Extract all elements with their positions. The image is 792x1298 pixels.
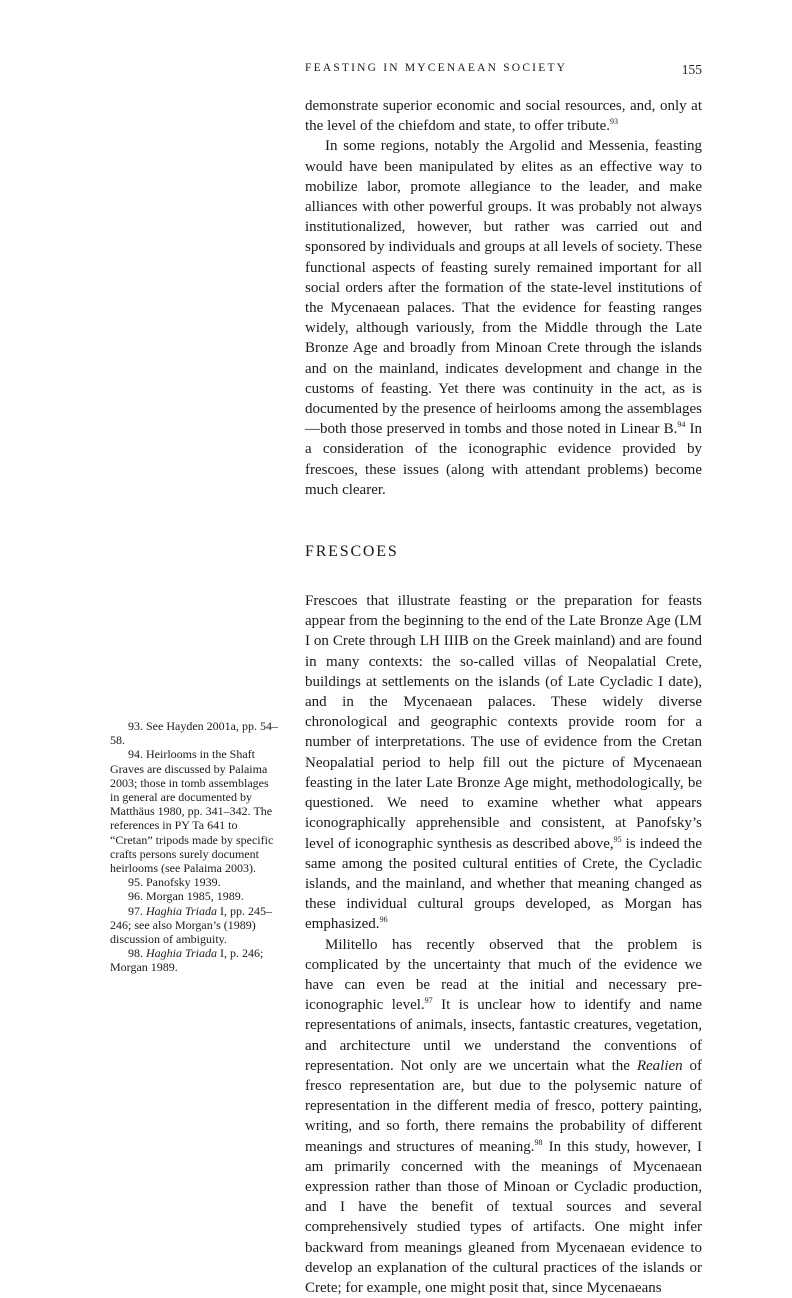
paragraph-text: In a consideration of the iconographic evidence provided by frescoes, these issues (along with attendant problems) become much clearer. <box>305 421 702 498</box>
paragraph-text: of fresco representation are, but due to the polysemic nature of representation in the different media of fresco, pottery painting, writing, and so forth, there remains the probability of different meanings and structures of meaning. <box>305 1057 703 1155</box>
note-ref-98: 98 <box>534 1137 543 1147</box>
note-ref-96: 96 <box>379 915 388 925</box>
paragraph-continued <box>305 96 702 136</box>
note-ref-97: 97 <box>424 996 433 1006</box>
footnote-text: I, pp. 245–246; see also Morgan’s (1989) discussion of ambiguity. <box>110 903 273 947</box>
page-number: 155 <box>681 62 702 77</box>
paragraph-frescoes-intro <box>305 591 702 934</box>
paragraph-militello <box>305 935 702 1298</box>
footnote-text: I, p. 246; Morgan 1989. <box>110 946 264 975</box>
paragraph-feasting-regions <box>305 136 702 500</box>
note-ref-95: 95 <box>613 834 622 844</box>
footnote-94: 94. Heirlooms in the Shaft Graves are discussed by Palaima 2003; those in tomb assemblages in general are documented by Matthäus 1980, pp. 341–342. The references in PY Ta 641 to “Cretan” tripods made by specific crafts persons surely document heirlooms (see Palaima 2003). <box>110 747 274 876</box>
paragraph-text: is indeed the same among the posited cultural entities of Crete, the Cycladic islands, and the mainland, and whether that meaning changed as these individual cultural groups developed, as Morgan has emphasized. <box>305 835 702 933</box>
note-ref-94: 94 <box>677 420 686 430</box>
paragraph-text: Frescoes that illustrate feasting or the preparation for feasts appear from the beginning to the end of the Late Bronze Age (LM I on Crete through LH IIIB on the Greek mainland) and are found in many contexts: the so-called villas of Neopalatial Crete, buildings at settlements on the islands (of Late Cycladic I date), and in the Mycenaean palaces. These widely diverse chronological and geographic contexts provide room for a number of interpretations. The use of evidence from the Cretan Neopalatial period to help fill out the picture of Mycenaean feasting in the later Late Bronze Age might, methodologically, be questioned. We need to examine whether what appears iconographically apprehensible and consistent, at Panofsky’s level of iconographic synthesis as described above, <box>305 593 702 852</box>
paragraph-text: demonstrate superior economic and social resources, and, only at the level of the chiefdom and state, to offer tribute. <box>305 98 702 135</box>
note-ref-93: 93 <box>610 117 619 127</box>
paragraph-text: In some regions, notably the Argolid and Messenia, feasting would have been manipulated by elites as an effective way to mobilize labor, promote allegiance to the leader, and make alliances with other powerful groups. It was probably not always institutionalized, however, but rather was carried out and sponsored by individuals and groups at all levels of society. These functional aspects of feasting surely remained important for all social orders after the formation of the state-level institutions of the Mycenaean palaces. That the evidence for feasting ranges widely, although variously, from the Middle through the Late Bronze Age and broadly from Minoan Crete through the islands and on the mainland, indicates development and change in the customs of feasting. Yet there was continuity in the act, as is documented by the presence of heirlooms among the assemblages—both those preserved in tombs and those noted in Linear B. <box>305 138 702 438</box>
footnote-98 <box>110 946 280 974</box>
footnote-93: 93. See Hayden 2001a, pp. 54–58. <box>110 719 278 748</box>
running-title: FEASTING IN MYCENAEAN SOCIETY <box>305 62 568 74</box>
footnote-97 <box>110 904 280 947</box>
footnote-96: 96. Morgan 1985, 1989. <box>128 889 244 904</box>
footnote-number: 98. <box>128 946 143 961</box>
footnote-italic-title: Haghia Triada <box>146 903 218 918</box>
italic-term: Realien <box>636 1057 683 1074</box>
paragraph-text: In this study, however, I am primarily concerned with the meanings of Mycenaean expression rather than those of Minoan or Cycladic production, and I have the benefit of textual sources and several comprehensively studied types of artifacts. One might infer backward from meanings gleaned from Mycenaean evidence to develop an explanation of the cultural practices of the islands or Crete; for example, one might posit that, since Mycenaeans <box>305 1138 702 1296</box>
footnote-number: 97. <box>128 903 143 918</box>
main-text-column <box>305 96 702 1298</box>
section-heading-frescoes: FRESCOES <box>305 543 399 561</box>
running-head <box>305 62 702 78</box>
footnote-italic-title: Haghia Triada <box>146 946 218 961</box>
paragraph-text: Militello has recently observed that the problem is complicated by the uncertainty that much of the evidence we have can even be read at the initial and necessary pre-iconographic level. <box>305 936 702 1014</box>
footnote-95: 95. Panofsky 1939. <box>128 875 221 890</box>
paragraph-text: It is unclear how to identify and name representations of animals, insects, fantastic creatures, vegetation, and architecture until we understand the conventions of representation. Not only are we uncertain what the <box>305 997 702 1074</box>
footnotes <box>110 719 280 975</box>
